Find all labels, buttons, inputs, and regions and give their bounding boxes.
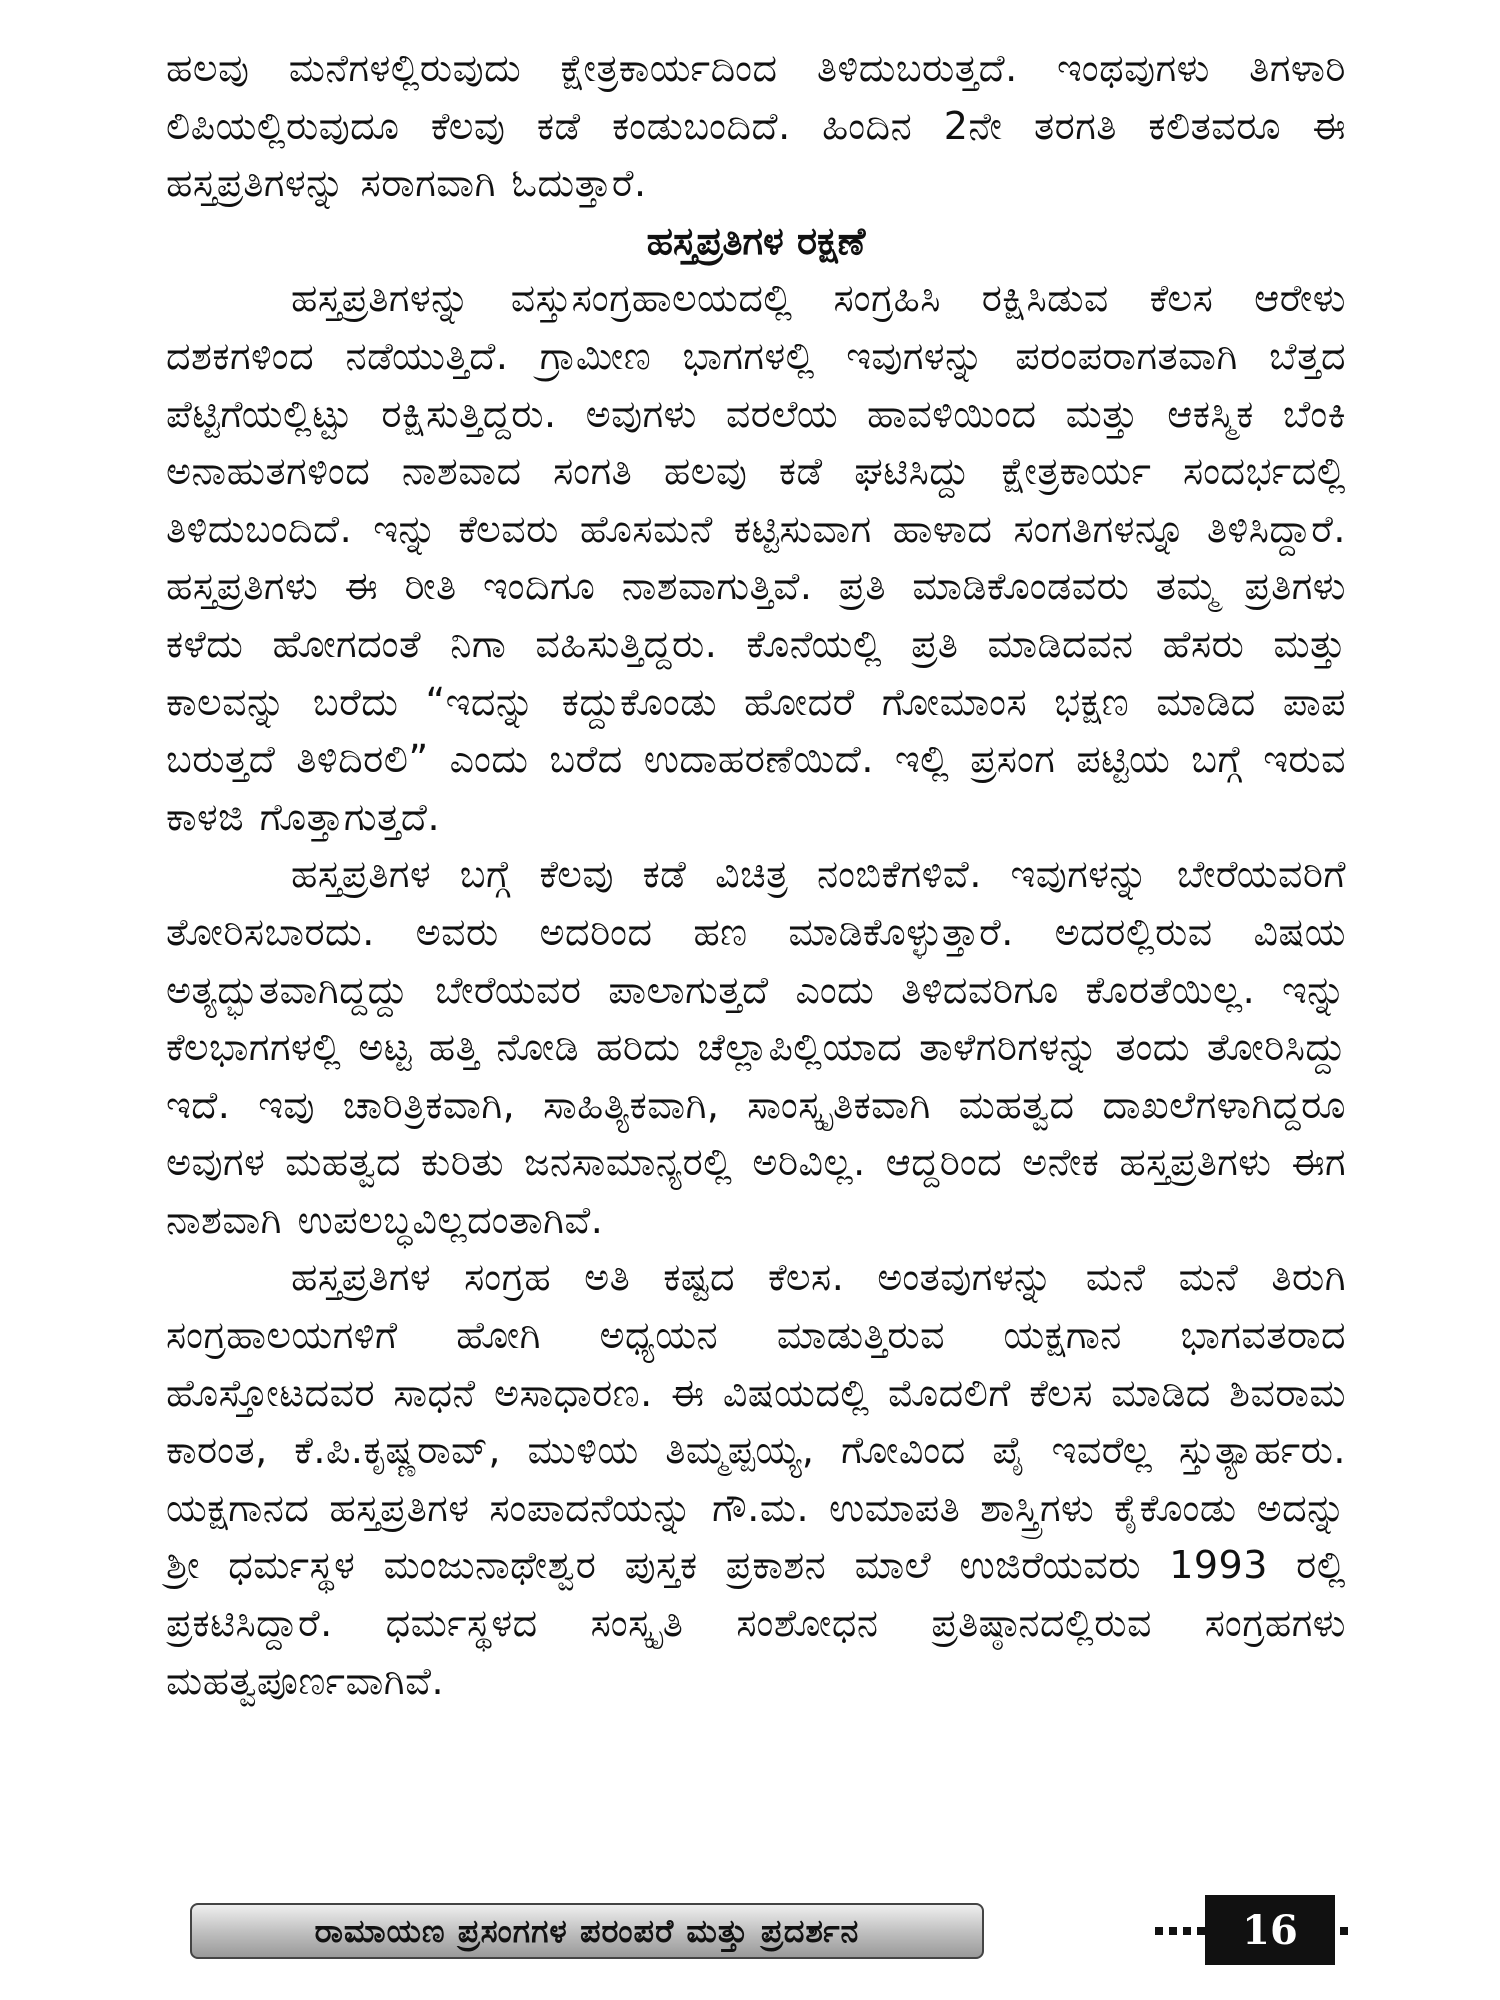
page-number: 16 bbox=[1205, 1895, 1335, 1965]
ornament-left-icon bbox=[1055, 1913, 1205, 1949]
section-heading: ಹಸ್ತಪ್ರತಿಗಳ ರಕ್ಷಣೆ bbox=[646, 218, 866, 263]
paragraph-2: ಹಸ್ತಪ್ರತಿಗಳನ್ನು ವಸ್ತುಸಂಗ್ರಹಾಲಯದಲ್ಲಿ ಸಂಗ್ರಹಿಸಿ ರಕ್ಷಿಸಿಡುವ ಕೆಲಸ ಆರೇಳು ದಶಕಗಳಿಂದ ನಡೆಯುತ್ತಿದೆ. ಗ್ರಾಮೀಣ ಭಾಗಗಳಲ್ಲಿ ಇವುಗಳನ್ನು ಪರಂಪರಾಗತವಾಗಿ ಬೆತ್ತದ ಪೆಟ್ಟಿಗೆಯಲ್ಲಿಟ್ಟು ರಕ್ಷಿಸುತ್ತಿದ್ದರು. ಅವುಗಳು ವರಲೆಯ ಹಾವಳಿಯಿಂದ ಮತ್ತು ಆಕಸ್ಮಿಕ ಬೆಂಕಿ ಅನಾಹುತಗಳಿಂದ ನಾಶವಾದ ಸಂಗತಿ ಹಲವು ಕಡೆ ಘಟಿಸಿದ್ದು ಕ್ಷೇತ್ರಕಾರ್ಯ ಸಂದರ್ಭದಲ್ಲಿ ತಿಳಿದುಬಂದಿದೆ. ಇನ್ನು ಕೆಲವರು ಹೊಸಮನೆ ಕಟ್ಟಿಸುವಾಗ ಹಾಳಾದ ಸಂಗತಿಗಳನ್ನೂ ತಿಳಿಸಿದ್ದಾರೆ. ಹಸ್ತಪ್ರತಿಗಳು ಈ ರೀತಿ ಇಂದಿಗೂ ನಾಶವಾಗುತ್ತಿವೆ. ಪ್ರತಿ ಮಾಡಿಕೊಂಡವರು ತಮ್ಮ ಪ್ರತಿಗಳು ಕಳೆದು ಹೋಗದಂತೆ ನಿಗಾ ವಹಿಸುತ್ತಿದ್ದರು. ಕೊನೆಯಲ್ಲಿ ಪ್ರತಿ ಮಾಡಿದವನ ಹೆಸರು ಮತ್ತು ಕಾಲವನ್ನು ಬರೆದು “ಇದನ್ನು ಕದ್ದುಕೊಂಡು ಹೋದರೆ ಗೋಮಾಂಸ ಭಕ್ಷಣ ಮಾಡಿದ ಪಾಪ ಬರುತ್ತದೆ ತಿಳಿದಿರಲಿ” ಎಂದು ಬರೆದ ಉದಾಹರಣೆಯಿದೆ. ಇಲ್ಲಿ ಪ್ರಸಂಗ ಪಟ್ಟಿಯ ಬಗ್ಗೆ ಇರುವ ಕಾಳಜಿ ಗೊತ್ತಾಗುತ್ತದೆ. bbox=[166, 276, 1347, 839]
page-footer bbox=[190, 1895, 1360, 1965]
ornament-right-icon bbox=[1340, 1913, 1358, 1949]
paragraph-1: ಹಲವು ಮನೆಗಳಲ್ಲಿರುವುದು ಕ್ಷೇತ್ರಕಾರ್ಯದಿಂದ ತಿಳಿದುಬರುತ್ತದೆ. ಇಂಥವುಗಳು ತಿಗಳಾರಿ ಲಿಪಿಯಲ್ಲಿರುವುದೂ ಕೆಲವು ಕಡೆ ಕಂಡುಬಂದಿದೆ. ಹಿಂದಿನ 2ನೇ ತರಗತಿ ಕಲಿತವರೂ ಈ ಹಸ್ತಪ್ರತಿಗಳನ್ನು ಸರಾಗವಾಗಿ ಓದುತ್ತಾರೆ. bbox=[166, 46, 1346, 206]
paragraph-3: ಹಸ್ತಪ್ರತಿಗಳ ಬಗ್ಗೆ ಕೆಲವು ಕಡೆ ವಿಚಿತ್ರ ನಂಬಿಕೆಗಳಿವೆ. ಇವುಗಳನ್ನು ಬೇರೆಯವರಿಗೆ ತೋರಿಸಬಾರದು. ಅವರು ಅದರಿಂದ ಹಣ ಮಾಡಿಕೊಳ್ಳುತ್ತಾರೆ. ಅದರಲ್ಲಿರುವ ವಿಷಯ ಅತ್ಯದ್ಭುತವಾಗಿದ್ದದ್ದು ಬೇರೆಯವರ ಪಾಲಾಗುತ್ತದೆ ಎಂದು ತಿಳಿದವರಿಗೂ ಕೊರತೆಯಿಲ್ಲ. ಇನ್ನು ಕೆಲಭಾಗಗಳಲ್ಲಿ ಅಟ್ಟ ಹತ್ತಿ ನೋಡಿ ಹರಿದು ಚೆಲ್ಲಾಪಿಲ್ಲಿಯಾದ ತಾಳೆಗರಿಗಳನ್ನು ತಂದು ತೋರಿಸಿದ್ದು ಇದೆ. ಇವು ಚಾರಿತ್ರಿಕವಾಗಿ, ಸಾಹಿತ್ಯಿಕವಾಗಿ, ಸಾಂಸ್ಕೃತಿಕವಾಗಿ ಮಹತ್ವದ ದಾಖಲೆಗಳಾಗಿದ್ದರೂ ಅವುಗಳ ಮಹತ್ವದ ಕುರಿತು ಜನಸಾಮಾನ್ಯರಲ್ಲಿ ಅರಿವಿಲ್ಲ. ಆದ್ದರಿಂದ ಅನೇಕ ಹಸ್ತಪ್ರತಿಗಳು ಈಗ ನಾಶವಾಗಿ ಉಪಲಬ್ಧವಿಲ್ಲದಂತಾಗಿವೆ. bbox=[166, 852, 1346, 1242]
book-title-banner: ರಾಮಾಯಣ ಪ್ರಸಂಗಗಳ ಪರಂಪರೆ ಮತ್ತು ಪ್ರದರ್ಶನ bbox=[190, 1903, 984, 1959]
page-body bbox=[166, 40, 1346, 1710]
paragraph-4: ಹಸ್ತಪ್ರತಿಗಳ ಸಂಗ್ರಹ ಅತಿ ಕಷ್ಟದ ಕೆಲಸ. ಅಂತವುಗಳನ್ನು ಮನೆ ಮನೆ ತಿರುಗಿ ಸಂಗ್ರಹಾಲಯಗಳಿಗೆ ಹೋಗಿ ಅಧ್ಯಯನ ಮಾಡುತ್ತಿರುವ ಯಕ್ಷಗಾನ ಭಾಗವತರಾದ ಹೊಸ್ತೋಟದವರ ಸಾಧನೆ ಅಸಾಧಾರಣ. ಈ ವಿಷಯದಲ್ಲಿ ಮೊದಲಿಗೆ ಕೆಲಸ ಮಾಡಿದ ಶಿವರಾಮ ಕಾರಂತ, ಕೆ.ಪಿ.ಕೃಷ್ಣರಾವ್, ಮುಳಿಯ ತಿಮ್ಮಪ್ಪಯ್ಯ, ಗೋವಿಂದ ಪೈ ಇವರೆಲ್ಲ ಸ್ತುತ್ಯಾರ್ಹರು. ಯಕ್ಷಗಾನದ ಹಸ್ತಪ್ರತಿಗಳ ಸಂಪಾದನೆಯನ್ನು ಗೌ.ಮ. ಉಮಾಪತಿ ಶಾಸ್ತ್ರಿಗಳು ಕೈಕೊಂಡು ಅದನ್ನು ಶ್ರೀ ಧರ್ಮಸ್ಥಳ ಮಂಜುನಾಥೇಶ್ವರ ಪುಸ್ತಕ ಪ್ರಕಾಶನ ಮಾಲೆ ಉಜಿರೆಯವರು 1993 ರಲ್ಲಿ ಪ್ರಕಟಿಸಿದ್ದಾರೆ. ಧರ್ಮಸ್ಥಳದ ಸಂಸ್ಕೃತಿ ಸಂಶೋಧನ ಪ್ರತಿಷ್ಠಾನದಲ್ಲಿರುವ ಸಂಗ್ರಹಗಳು ಮಹತ್ವಪೂರ್ಣವಾಗಿವೆ. bbox=[166, 1255, 1346, 1703]
